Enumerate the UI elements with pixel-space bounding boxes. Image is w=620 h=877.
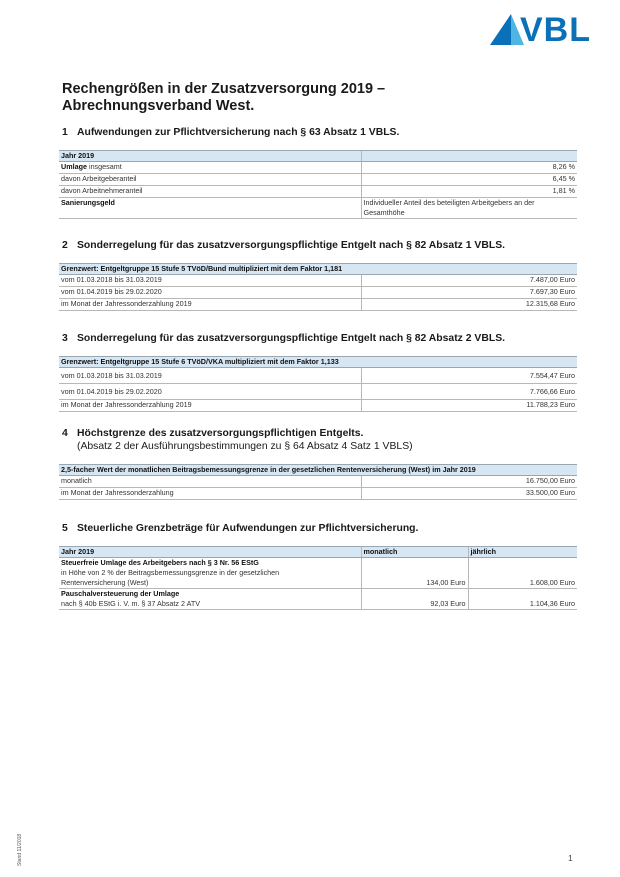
table-row: davon Arbeitnehmeranteil 1,81 %	[59, 186, 577, 198]
table-row: vom 01.04.2019 bis 29.02.2020 7.766,66 Euro	[59, 384, 577, 400]
table-header: Grenzwert: Entgeltgruppe 15 Stufe 5 TVöD/Bund multipliziert mit dem Faktor 1,181	[59, 264, 577, 275]
section-3-table	[59, 356, 577, 412]
section-2-heading: 2 Sonderregelung für das zusatzversorgungspflichtige Entgelt nach § 82 Absatz 1 VBLS.	[62, 240, 506, 251]
page-title: Rechengrößen in der Zusatzversorgung 2019 – Abrechnungsverband West.	[62, 81, 386, 114]
table-header: Jahr 2019	[59, 547, 361, 558]
section-5-table	[59, 546, 577, 610]
table-row: monatlich 16.750,00 Euro	[59, 476, 577, 488]
table-row: im Monat der Jahressonderzahlung 2019 12.315,68 Euro	[59, 299, 577, 311]
table-header: monatlich	[361, 547, 468, 558]
table-row: vom 01.03.2018 bis 31.03.2019 7.554,47 Euro	[59, 368, 577, 384]
vbl-logo	[490, 11, 608, 49]
table-row: Sanierungsgeld Individueller Anteil des beteiligten Arbeitgebers an der Gesamthöhe	[59, 198, 577, 219]
table-row: vom 01.03.2018 bis 31.03.2019 7.487,00 Euro	[59, 275, 577, 287]
section-4-subtitle: (Absatz 2 der Ausführungsbestimmungen zu § 64 Absatz 4 Satz 1 VBLS)	[77, 441, 413, 452]
table-row: im Monat der Jahressonderzahlung 33.500,00 Euro	[59, 488, 577, 500]
vbl-logo-text: VBL	[520, 11, 591, 49]
table-row: Pauschalversteuerung der Umlage nach § 40b EStG i. V. m. § 37 Absatz 2 ATV 92,03 Euro 1.104,36 Euro	[61, 589, 575, 608]
table-row: davon Arbeitgeberanteil 6,45 %	[59, 174, 577, 186]
table-header: 2,5-facher Wert der monatlichen Beitragsbemessungsgrenze in der gesetzlichen Rentenversicherung (West) im Jahr 2019	[59, 465, 577, 476]
table-row: Umlage insgesamt 8,26 %	[59, 162, 577, 174]
section-5-heading: 5 Steuerliche Grenzbeträge für Aufwendungen zur Pflichtversicherung.	[62, 523, 419, 534]
table-header: jährlich	[468, 547, 577, 558]
section-3-heading: 3 Sonderregelung für das zusatzversorgungspflichtige Entgelt nach § 82 Absatz 2 VBLS.	[62, 333, 506, 344]
table-row: Steuerfreie Umlage des Arbeitgebers nach § 3 Nr. 56 EStG in Höhe von 2 % der Beitragsbemessungsgrenze in der gesetzlichen Rentenversicherung (West) 134,00 Euro 1.608,00 Euro	[61, 558, 575, 587]
section-1-table	[59, 150, 577, 219]
table-header: Jahr 2019	[59, 151, 361, 162]
section-4-table	[59, 464, 577, 500]
table-row: vom 01.04.2019 bis 29.02.2020 7.697,30 Euro	[59, 287, 577, 299]
stand-date: Stand 11/2018	[17, 833, 23, 866]
page-number: 1	[568, 853, 573, 863]
section-1-heading: 1 Aufwendungen zur Pflichtversicherung nach § 63 Absatz 1 VBLS.	[62, 127, 400, 138]
section-4-heading: 4 Höchstgrenze des zusatzversorgungspflichtigen Entgelts.	[62, 428, 364, 439]
table-row: im Monat der Jahressonderzahlung 2019 11.788,23 Euro	[59, 400, 577, 412]
section-2-table	[59, 263, 577, 311]
table-header: Grenzwert: Entgeltgruppe 15 Stufe 6 TVöD/VKA multipliziert mit dem Faktor 1,133	[59, 357, 577, 368]
